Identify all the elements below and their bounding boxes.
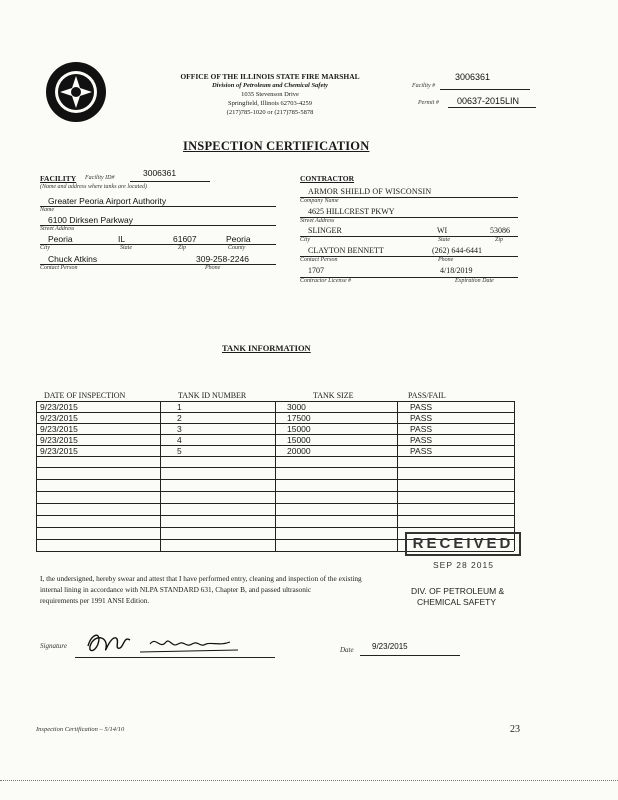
- stamp-date: SEP 28 2015: [433, 560, 494, 570]
- contractor-company-label: Company Name: [300, 198, 339, 204]
- facility-city-label: City: [40, 245, 50, 251]
- contractor-city-value: SLINGER: [308, 226, 342, 235]
- cell-tank-id: 2: [177, 413, 182, 423]
- facility-id-value: 3006361: [143, 168, 177, 178]
- stamp-division-line2: CHEMICAL SAFETY: [417, 597, 497, 607]
- cell-tank-id: 3: [177, 424, 182, 434]
- statement-line3: requirements per 1991 ANSI Edition.: [40, 596, 150, 605]
- col-header-tank-id: TANK ID NUMBER: [178, 391, 247, 400]
- cell-date: 9/23/2015: [40, 435, 78, 445]
- contractor-contact-label: Contact Person: [300, 257, 338, 263]
- contractor-phone-label: Phone: [438, 257, 454, 263]
- office-name: OFFICE OF THE ILLINOIS STATE FIRE MARSHAL: [180, 72, 360, 81]
- facility-number: 3006361: [455, 72, 491, 82]
- contractor-license-label: Contractor License #: [300, 278, 351, 284]
- facility-name-value: Greater Peoria Airport Authority: [48, 196, 167, 206]
- document-title: INSPECTION CERTIFICATION: [183, 139, 370, 153]
- office-address-line2: Springfield, Illinois 62703-4259: [228, 100, 312, 107]
- tank-info-title: TANK INFORMATION: [222, 343, 311, 353]
- facility-state-value: IL: [118, 234, 126, 244]
- statement-line1: I, the undersigned, hereby swear and attest that I have performed entry, cleaning and inspection of the existing: [40, 574, 362, 583]
- cell-tank-id: 1: [177, 402, 182, 412]
- cell-tank-size: 15000: [287, 424, 311, 434]
- facility-county-value: Peoria: [226, 234, 251, 244]
- cell-result: PASS: [410, 435, 433, 445]
- cell-tank-size: 3000: [287, 402, 306, 412]
- col-header-pass-fail: PASS/FAIL: [408, 391, 446, 400]
- signature-date-value: 9/23/2015: [372, 642, 408, 651]
- cell-date: 9/23/2015: [40, 446, 78, 456]
- cell-result: PASS: [410, 424, 433, 434]
- cell-date: 9/23/2015: [40, 413, 78, 423]
- office-phone: (217)785-1020 or (217)785-5878: [226, 109, 314, 116]
- facility-name-label: Name: [40, 207, 54, 213]
- cell-result: PASS: [410, 402, 433, 412]
- contractor-state-value: WI: [437, 226, 448, 235]
- page-number: 23: [510, 724, 520, 735]
- facility-street-label: Street Address: [40, 226, 75, 232]
- contractor-street-label: Street Address: [300, 218, 335, 224]
- facility-state-label: State: [120, 245, 132, 251]
- scan-border: [0, 780, 618, 781]
- office-address-line1: 1035 Stevenson Drive: [241, 91, 299, 98]
- cell-tank-id: 5: [177, 446, 182, 456]
- contractor-city-label: City: [300, 237, 310, 243]
- stamp-division-line1: DIV. OF PETROLEUM &: [411, 586, 505, 596]
- facility-contact-value: Chuck Atkins: [48, 254, 98, 264]
- form-version: Inspection Certification – 5/14/10: [36, 726, 125, 733]
- cell-result: PASS: [410, 446, 433, 456]
- facility-phone-label: Phone: [205, 265, 221, 271]
- division-name: Division of Petroleum and Chemical Safety: [211, 82, 329, 89]
- facility-city-value: Peoria: [48, 234, 73, 244]
- col-header-tank-size: TANK SIZE: [313, 391, 354, 400]
- contractor-expiration-label: Expiration Date: [455, 278, 494, 284]
- facility-id-label: Facility ID#: [85, 175, 115, 181]
- contractor-zip-value: 53086: [490, 226, 510, 235]
- cell-date: 9/23/2015: [40, 424, 78, 434]
- cell-result: PASS: [410, 413, 433, 423]
- facility-zip-value: 61607: [173, 234, 197, 244]
- contractor-street-value: 4625 HILLCREST PKWY: [308, 207, 395, 216]
- facility-phone-value: 309-258-2246: [196, 254, 249, 264]
- contractor-company-value: ARMOR SHIELD OF WISCONSIN: [308, 187, 432, 196]
- received-stamp: [405, 530, 525, 610]
- facility-no-label: Facility #: [412, 83, 436, 89]
- cell-tank-size: 15000: [287, 435, 311, 445]
- contractor-expiration-value: 4/18/2019: [440, 266, 473, 275]
- facility-zip-label: Zip: [178, 245, 187, 251]
- facility-hint: (Name and address where tanks are located): [40, 184, 147, 190]
- col-header-date: DATE OF INSPECTION: [44, 391, 126, 400]
- cell-date: 9/23/2015: [40, 402, 78, 412]
- facility-contact-label: Contact Person: [40, 265, 78, 271]
- contractor-zip-label: Zip: [495, 237, 504, 243]
- contractor-phone-value: (262) 644-6441: [432, 246, 482, 255]
- cell-tank-id: 4: [177, 435, 182, 445]
- statement-line2: internal lining in accordance with NLPA STANDARD 631, Chapter B, and passed ultrasonic: [40, 585, 312, 594]
- signature-label: Signature: [40, 642, 67, 650]
- contractor-state-label: State: [438, 237, 450, 243]
- facility-label: FACILITY: [40, 174, 77, 183]
- stamp-received: RECEIVED: [405, 532, 521, 556]
- facility-street-value: 6100 Dirksen Parkway: [48, 215, 134, 225]
- contractor-contact-value: CLAYTON BENNETT: [308, 246, 384, 255]
- permit-number: 00637-2015LIN: [457, 96, 520, 106]
- cell-tank-size: 20000: [287, 446, 311, 456]
- contractor-license-value: 1707: [308, 266, 324, 275]
- signature-image: [80, 628, 250, 658]
- date-label: Date: [340, 646, 354, 654]
- facility-county-label: County: [228, 245, 246, 251]
- contractor-label: CONTRACTOR: [300, 174, 355, 183]
- cell-tank-size: 17500: [287, 413, 311, 423]
- fire-marshal-seal: [44, 60, 108, 124]
- permit-no-label: Permit #: [418, 100, 439, 106]
